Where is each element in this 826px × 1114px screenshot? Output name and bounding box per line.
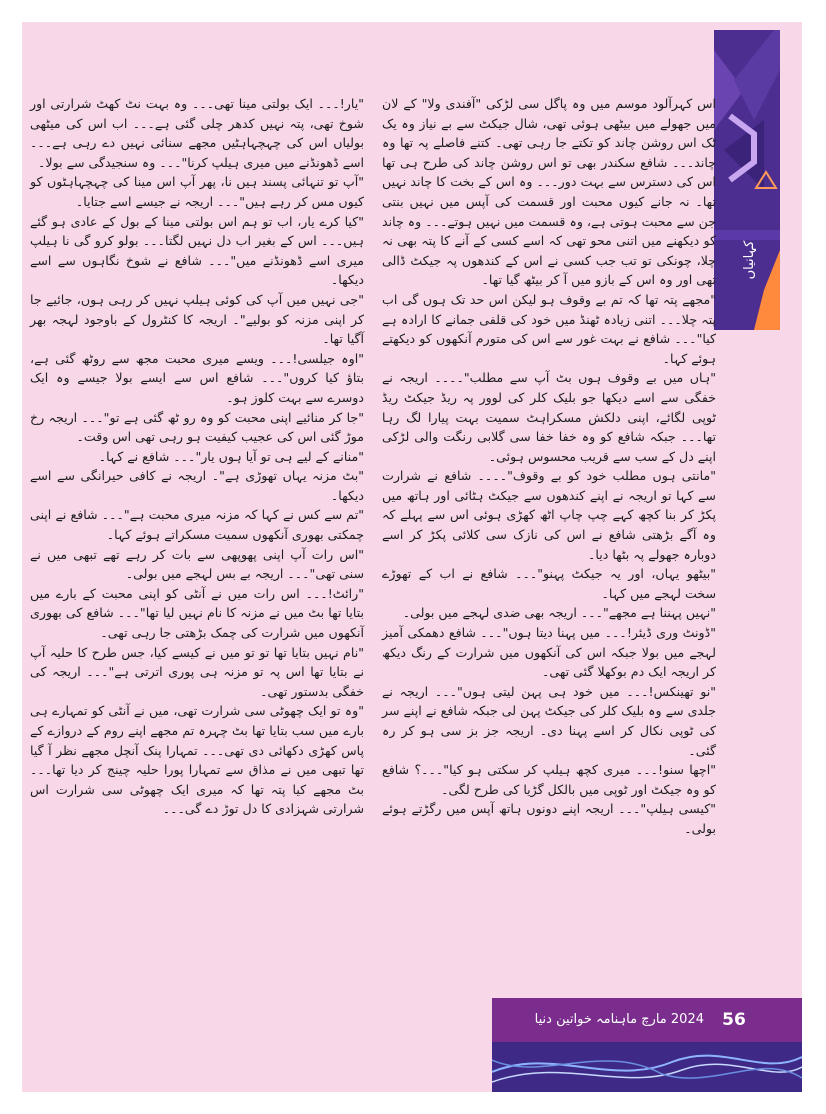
- paragraph: "جی نہیں میں آپ کی کوئی ہیلپ نہیں کر رہی ہوں، جائیے جا کر اپنی مزنہ کو بولیے"۔ اریجہ کا کنٹرول کے باوجود لہجہ بھر آگیا تھا۔: [30, 291, 364, 347]
- issue-label: 2024 مارچ ماہنامہ خواتین دنیا: [534, 1012, 704, 1027]
- footer-decoration: [492, 1042, 802, 1092]
- paragraph: "نو تھینکس!۔۔۔ میں خود ہی پہن لیتی ہوں"۔۔۔ اریجہ نے جلدی سے وہ بلیک کلر کی جیکٹ پہن لی جبکہ شافع نے اپنے سر کی ٹوپی نکال کر اسے پہنا دی۔ اریجہ جز بز سی ہو کر رہ گئی۔: [382, 683, 716, 758]
- paragraph: "جا کر منائیے اپنی محبت کو وہ رو ٹھ گئی ہے تو"۔۔۔ اریجہ رخ موڑ گئی اس کی عجیب کیفیت ہو رہی تھی اس وقت۔: [30, 409, 364, 445]
- paragraph: "کیسی ہیلپ"۔۔۔ اریجہ اپنے دونوں ہاتھ آپس میں رگڑتے ہوئے بولی۔: [382, 801, 716, 836]
- article-column-right: [382, 94, 716, 839]
- section-label: کہانیاں: [742, 240, 757, 280]
- paragraph: "نہیں پہننا ہے مجھے"۔۔۔ اریجہ بھی ضدی لہجے میں بولی۔: [402, 605, 716, 621]
- paragraph: اس کہرآلود موسم میں وہ پاگل سی لڑکی "آفندی ولا" کے لان میں جھولے میں بیٹھی ہوئی تھی، شال جیکٹ سے بے نیاز وہ یک ٹک اس روشن چاند کو تکتے جا رہی تھی۔ کتنے فاصلے پہ تھا وہ چاند۔۔۔ شافع سکندر بھی تو اس روشن چاند کی طرح ہی تھا اس کی دسترس سے بہت دور۔۔۔ وہ اس کے بخت کا چاند نہیں تھا۔ نہ جانے کیوں محبت اور قسمت کی آپس میں نہیں بنتی جن سے محبت ہوتی ہے، وہ قسمت میں نہیں ہوتے۔۔۔ وہ چاند کو دیکھنے میں اتنی محو تھی کہ اسے کسی کے آنے کا پتہ بھی نہ چلا، چونکی تو تب جب کسی نے اس کے کندھوں پہ جیکٹ ڈالی تھی اور وہ اس کے بازو میں آ کر بیٹھ گیا تھا۔: [382, 96, 716, 288]
- paragraph: "یار!۔۔۔ ایک بولتی مینا تھی۔۔۔ وہ بہت نٹ کھٹ شرارتی اور شوخ تھی، پتہ نہیں کدھر چلی گئی ہے۔۔۔ اب اس کی میٹھی بولیاں اس کی چہچہاہٹیں مجھے سنائی نہیں دے رہی ہے۔۔۔ اسے ڈھونڈنے میں میری ہیلپ کرنا"۔۔۔ وہ سنجیدگی سے بولا۔: [30, 96, 364, 170]
- wave-decoration: [492, 1042, 802, 1092]
- paragraph: "مانتی ہوں مطلب خود کو بے وقوف"۔۔۔۔ شافع نے شرارت سے کہا تو اریجہ نے اپنے کندھوں سے جیکٹ ہٹائی اور ہاتھ میں پکڑ کر بنا کچھ کہے چپ چاپ اٹھ کھڑی ہوئی اس سے پہلے کہ وہ آگے بڑھتی شافع نے اس کی نازک سی کلائی پکڑ کر اسے دوبارہ جھولے پہ بٹھا دیا۔: [382, 468, 716, 562]
- paragraph: "بٹ مزنہ یہاں تھوڑی ہے"۔ اریجہ نے کافی حیرانگی سے اسے دیکھا۔: [30, 468, 364, 503]
- paragraph: "وہ تو ایک چھوٹی سی شرارت تھی، میں نے آنٹی کو تمہارے ہی بارے میں سب بتایا تھا بٹ چہرہ تم مجھے اپنے روم کے دروازے کے پاس کھڑی دکھائی دی تھی۔۔۔ تمہارا پنک آنچل مجھے نظر آ گیا تھا تبھی میں نے مذاق سے تمہارا پورا حلیہ چینج کر دیا تھا۔۔۔ بٹ مجھے کیا پتہ تھا کہ میری ایک چھوٹی سی شرارت اس شرارتی شہزادی کا دل توڑ دے گی۔۔۔: [30, 703, 364, 817]
- paragraph: "اس رات آپ اپنی پھوپھی سے بات کر رہے تھے تبھی میں نے سنی تھی"۔۔۔ اریجہ بے بس لہجے میں بولی۔: [30, 546, 364, 582]
- paragraph: "اچھا سنو!۔۔۔ میری کچھ ہیلپ کر سکتی ہو کیا"۔۔۔؟ شافع کو وہ جیکٹ اور ٹوپی میں بالکل گڑیا کی طرح لگی۔: [382, 762, 716, 797]
- paragraph: "نام نہیں بتایا تھا تو تو میں نے کیسے کیا، جس طرح کا حلیہ آپ نے بتایا تھا اس پہ تو مزنہ ہی پوری اترتی ہے"۔۔۔ اریجہ کی خفگی بدستور تھی۔: [30, 644, 364, 699]
- paragraph: "آپ تو تنہائی پسند ہیں نا، پھر آپ اس مینا کی چہچہاہٹوں کو کیوں مس کر رہے ہیں"۔۔۔ اریجہ نے جیسے اسے جتایا۔: [30, 174, 364, 209]
- paragraph: "اوہ جیلسی!۔۔۔ ویسے میری محبت مجھ سے روٹھ گئی ہے، بتاؤ کیا کروں"۔۔۔ شافع اس سے ایسے بولا جیسے وہ ایک دوسرے سے بہت کلوز ہو۔: [30, 350, 364, 405]
- article-column-left: [30, 94, 364, 819]
- paragraph: "منانے کے لیے ہی تو آیا ہوں یار"۔۔۔ شافع نے کہا۔: [98, 448, 364, 464]
- paragraph: "کیا کرے یار، اب تو ہم اس بولتی مینا کے بول کے عادی ہو گئے ہیں۔۔۔ اس کے بغیر اب دل نہیں لگتا۔۔۔ بولو کرو گی نا ہیلپ میری اسے ڈھونڈنے میں"۔۔۔ شافع نے شوخ نگاہوں سے اسے دیکھا۔: [30, 213, 364, 288]
- paragraph: "ہاں میں بے وقوف ہوں بٹ آپ سے مطلب"۔۔۔۔ اریجہ نے خفگی سے اسے دیکھا جو بلیک کلر کی لوور پہ ریڈ جیکٹ ریڈ ٹوپی لگائے، اپنی دلکش مسکراہٹ سمیت بہت پیارا لگ رہا تھا۔۔۔ جبکہ شافع کو وہ خفا خفا سی گلابی رنگت والی لڑکی اپنے دل کے سب سے قریب محسوس ہوئی۔: [382, 370, 716, 464]
- paragraph: "تم سے کس نے کہا کہ مزنہ میری محبت ہے"۔۔۔ شافع نے اپنی چمکتی بھوری آنکھوں سمیت مسکراتے ہوئے کہا۔: [30, 507, 364, 543]
- paragraph: "مجھے پتہ تھا کہ تم بے وقوف ہو لیکن اس حد تک ہوں گی اب پتہ چلا۔۔۔ اتنی زیادہ ٹھنڈ میں خود کی قلفی جمانے کا ارادہ ہے کیا"۔۔۔ شافع نے بہت غور سے اس کی متورم آنکھوں کو دیکھتے ہوئے کہا۔: [382, 291, 716, 366]
- page-number: 56: [722, 1010, 746, 1030]
- paragraph: "بیٹھو یہاں، اور یہ جیکٹ پہنو"۔۔۔ شافع نے اب کے تھوڑے سخت لہجے میں کہا۔: [382, 566, 716, 601]
- paragraph: "ڈونٹ وری ڈیئر!۔۔۔ میں پہنا دیتا ہوں"۔۔۔ شافع دھمکی آمیز لہجے میں بولا جبکہ اس کی آنکھوں میں شرارت کے رنگ دیکھ کر اریجہ ایک دم بوکھلا گئی تھی۔: [382, 625, 716, 680]
- paragraph: "رائٹ!۔۔۔ اس رات میں نے آنٹی کو اپنی محبت کے بارے میں بتایا تھا بٹ میں نے مزنہ کا نام نہیں لیا تھا"۔۔۔ شافع کی بھوری آنکھوں میں شرارت کی چمک بڑھتی جا رہی تھی۔: [30, 585, 364, 641]
